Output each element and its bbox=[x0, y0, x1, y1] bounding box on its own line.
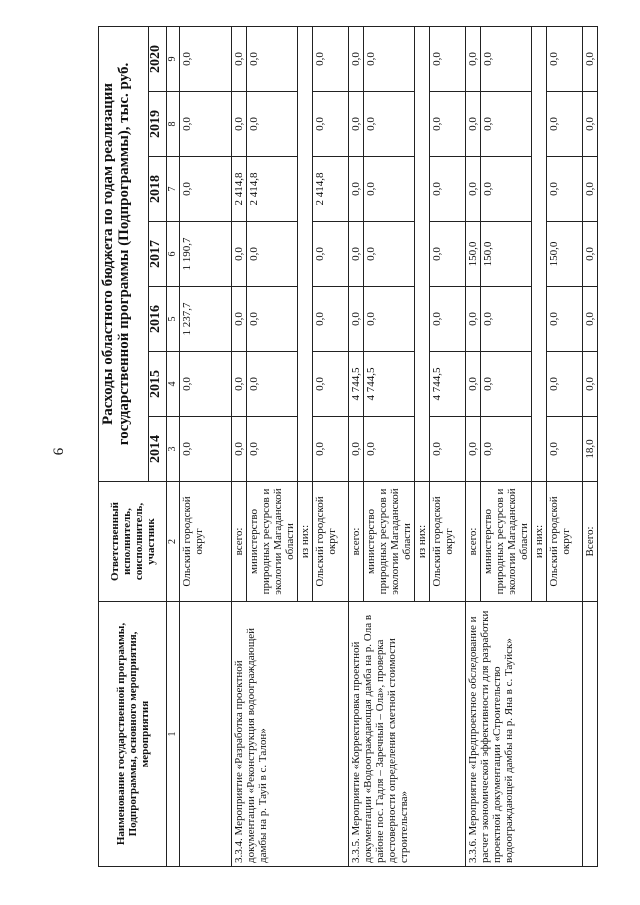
row-value: 0,0 bbox=[349, 417, 364, 482]
table-row bbox=[583, 26, 598, 866]
row-value: 0,0 bbox=[180, 26, 232, 91]
row-value: 0,0 bbox=[232, 92, 247, 157]
row-value: 0,0 bbox=[547, 352, 583, 417]
row-value: 0,0 bbox=[313, 417, 349, 482]
column-number: 6 bbox=[167, 222, 180, 287]
row-value: 0,0 bbox=[349, 287, 364, 352]
row-executor: министерство природных ресурсов и экологии Магаданской области bbox=[364, 482, 415, 602]
table-row bbox=[466, 26, 481, 866]
row-name bbox=[180, 602, 232, 867]
row-value: 0,0 bbox=[313, 222, 349, 287]
row-executor: Ольский городской округ bbox=[180, 482, 232, 602]
row-value: 0,0 bbox=[481, 157, 532, 222]
row-value: 0,0 bbox=[232, 222, 247, 287]
table-row bbox=[349, 26, 364, 866]
row-name: 3.3.5. Мероприятие «Корректировка проектной документации «Водоограждающая дамба на р. Ола в районе пос. Гадля – Заречный – Ола», проверка достоверности определения сметной стоимости строительства» bbox=[349, 602, 466, 867]
row-value: 0,0 bbox=[232, 352, 247, 417]
row-value: 0,0 bbox=[247, 287, 298, 352]
row-value: 0,0 bbox=[313, 287, 349, 352]
row-executor: министерство природных ресурсов и экологии Магаданской области bbox=[481, 482, 532, 602]
row-value: 0,0 bbox=[247, 92, 298, 157]
column-number: 7 bbox=[167, 157, 180, 222]
row-name bbox=[583, 602, 598, 867]
row-value: 0,0 bbox=[466, 352, 481, 417]
row-value: 150,0 bbox=[466, 222, 481, 287]
row-value: 0,0 bbox=[232, 287, 247, 352]
row-value: 0,0 bbox=[466, 157, 481, 222]
row-value: 0,0 bbox=[364, 287, 415, 352]
row-value: 0,0 bbox=[466, 417, 481, 482]
row-name: 3.3.4. Мероприятие «Разработка проектной документации «Реконструкция водоограждающей дамбы на р. Тауй в с. Талон» bbox=[232, 602, 349, 867]
row-value: 0,0 bbox=[583, 222, 598, 287]
row-value: 0,0 bbox=[547, 92, 583, 157]
row-executor: из них: bbox=[298, 482, 313, 602]
row-value: 0,0 bbox=[313, 352, 349, 417]
row-executor: Ольский городской округ bbox=[313, 482, 349, 602]
row-executor: министерство природных ресурсов и экологии Магаданской области bbox=[247, 482, 298, 602]
row-value: 0,0 bbox=[232, 26, 247, 91]
row-empty bbox=[415, 26, 430, 481]
header-expenses: Расходы областного бюджета по годам реализации государственной программы (Подпрограммы), тыс. руб. bbox=[99, 26, 149, 481]
row-value: 0,0 bbox=[430, 222, 466, 287]
row-value: 0,0 bbox=[364, 26, 415, 91]
row-value: 4 744,5 bbox=[349, 352, 364, 417]
column-number: 8 bbox=[167, 92, 180, 157]
row-value: 0,0 bbox=[364, 417, 415, 482]
row-value: 150,0 bbox=[547, 222, 583, 287]
row-value: 4 744,5 bbox=[430, 352, 466, 417]
column-number-row bbox=[167, 26, 180, 866]
row-value: 1 237,7 bbox=[180, 287, 232, 352]
row-executor: всего: bbox=[232, 482, 247, 602]
column-number: 1 bbox=[167, 602, 180, 867]
rotated-page bbox=[98, 27, 598, 867]
row-value: 2 414,8 bbox=[247, 157, 298, 222]
column-number: 4 bbox=[167, 352, 180, 417]
row-executor: Ольский городской округ bbox=[430, 482, 466, 602]
row-value: 0,0 bbox=[583, 287, 598, 352]
row-value: 0,0 bbox=[583, 26, 598, 91]
row-value: 0,0 bbox=[430, 92, 466, 157]
row-empty bbox=[532, 26, 547, 481]
column-number: 2 bbox=[167, 482, 180, 602]
row-value: 2 414,8 bbox=[232, 157, 247, 222]
header-executor: Ответственный исполнитель, соисполнитель, участник bbox=[99, 482, 167, 602]
row-value: 150,0 bbox=[481, 222, 532, 287]
row-value: 0,0 bbox=[232, 417, 247, 482]
row-executor: из них: bbox=[532, 482, 547, 602]
table-row bbox=[180, 26, 232, 866]
row-value: 1 190,7 bbox=[180, 222, 232, 287]
year-cell: 2018 bbox=[149, 157, 167, 222]
year-cell: 2019 bbox=[149, 92, 167, 157]
row-value: 0,0 bbox=[364, 157, 415, 222]
row-value: 0,0 bbox=[247, 26, 298, 91]
row-executor: Всего: bbox=[583, 482, 598, 602]
row-value: 0,0 bbox=[583, 92, 598, 157]
column-number: 9 bbox=[167, 26, 180, 91]
row-value: 0,0 bbox=[364, 92, 415, 157]
row-value: 0,0 bbox=[349, 157, 364, 222]
row-value: 0,0 bbox=[180, 417, 232, 482]
expenses-table bbox=[98, 26, 598, 867]
column-number: 5 bbox=[167, 287, 180, 352]
year-cell: 2014 bbox=[149, 417, 167, 482]
row-value: 0,0 bbox=[430, 287, 466, 352]
row-value: 0,0 bbox=[313, 26, 349, 91]
row-value: 0,0 bbox=[430, 157, 466, 222]
row-value: 0,0 bbox=[481, 287, 532, 352]
table-row bbox=[232, 26, 247, 866]
year-cell: 2016 bbox=[149, 287, 167, 352]
row-executor: из них: bbox=[415, 482, 430, 602]
row-value: 0,0 bbox=[180, 352, 232, 417]
row-name: 3.3.6. Мероприятие «Предпроектное обследование и расчет экономической эффективности для разработки проектной документации «Строительство водоограждающей дамбы на р. Яна в с. Тауйск» bbox=[466, 602, 583, 867]
row-value: 0,0 bbox=[180, 157, 232, 222]
row-executor: всего: bbox=[349, 482, 364, 602]
header-name: Наименование государственной программы, Подпрограммы, основного мероприятия, мероприятия bbox=[99, 602, 167, 867]
row-value: 0,0 bbox=[430, 26, 466, 91]
row-value: 0,0 bbox=[547, 26, 583, 91]
column-number: 3 bbox=[167, 417, 180, 482]
row-value: 0,0 bbox=[364, 222, 415, 287]
row-value: 0,0 bbox=[547, 287, 583, 352]
row-value: 0,0 bbox=[349, 222, 364, 287]
row-value: 18,0 bbox=[583, 417, 598, 482]
row-value: 0,0 bbox=[180, 92, 232, 157]
row-value: 0,0 bbox=[313, 92, 349, 157]
row-value: 0,0 bbox=[466, 287, 481, 352]
row-value: 2 414,8 bbox=[313, 157, 349, 222]
row-value: 0,0 bbox=[247, 417, 298, 482]
row-value: 0,0 bbox=[247, 222, 298, 287]
year-cell: 2017 bbox=[149, 222, 167, 287]
row-value: 0,0 bbox=[583, 352, 598, 417]
row-value: 4 744,5 bbox=[364, 352, 415, 417]
row-value: 0,0 bbox=[466, 92, 481, 157]
year-cell: 2015 bbox=[149, 352, 167, 417]
year-cell: 2020 bbox=[149, 26, 167, 91]
page-number: 9 bbox=[49, 447, 66, 456]
row-value: 0,0 bbox=[481, 352, 532, 417]
row-executor: всего: bbox=[466, 482, 481, 602]
row-value: 0,0 bbox=[430, 417, 466, 482]
row-value: 0,0 bbox=[547, 417, 583, 482]
row-value: 0,0 bbox=[547, 157, 583, 222]
row-value: 0,0 bbox=[583, 157, 598, 222]
row-empty bbox=[298, 26, 313, 481]
row-value: 0,0 bbox=[247, 352, 298, 417]
row-value: 0,0 bbox=[481, 92, 532, 157]
row-value: 0,0 bbox=[481, 417, 532, 482]
row-value: 0,0 bbox=[349, 92, 364, 157]
row-executor: Ольский городской округ bbox=[547, 482, 583, 602]
row-value: 0,0 bbox=[349, 26, 364, 91]
row-value: 0,0 bbox=[466, 26, 481, 91]
row-value: 0,0 bbox=[481, 26, 532, 91]
